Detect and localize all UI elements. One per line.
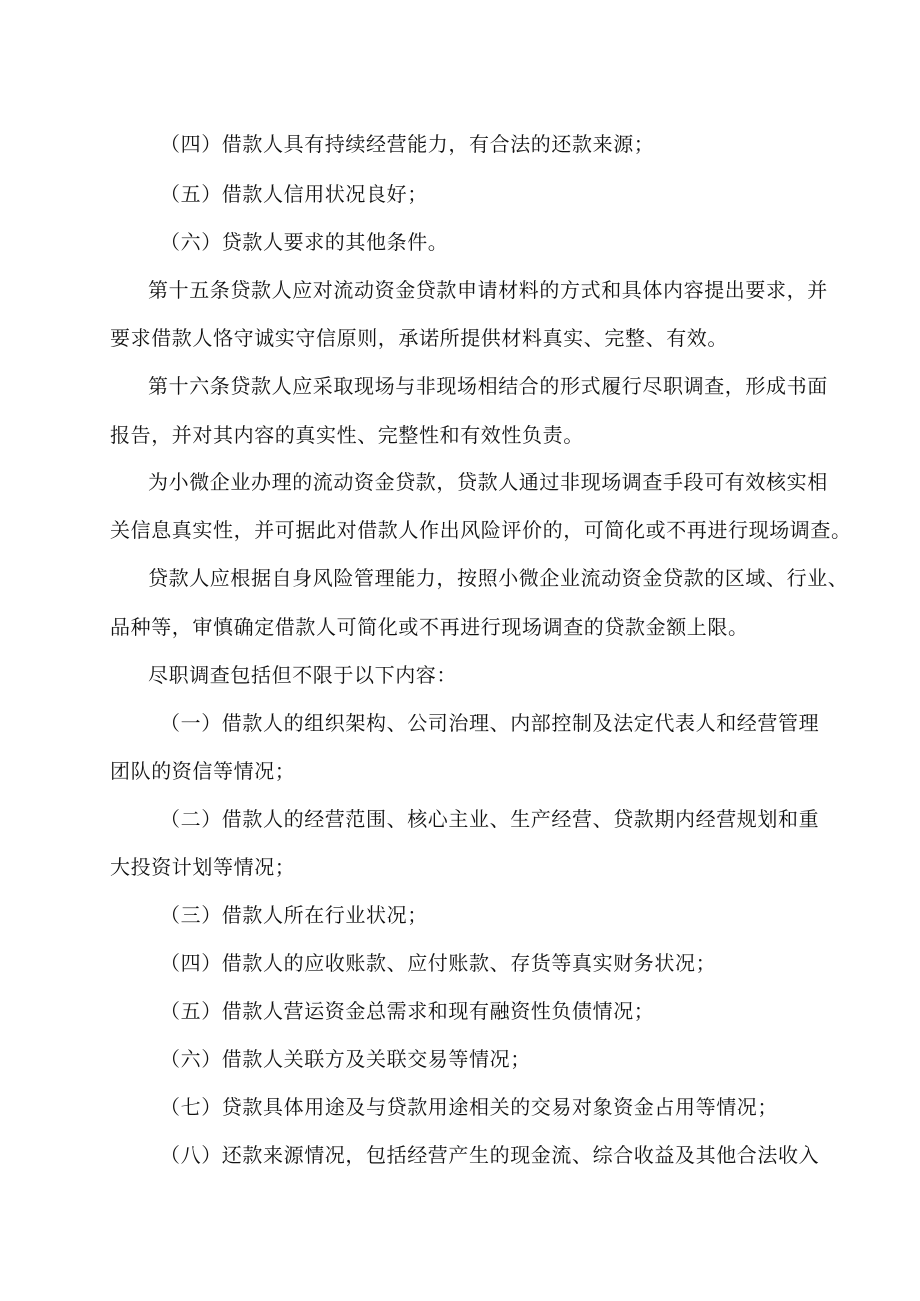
text-line: 关信息真实性，并可据此对借款人作出风险评价的，可简化或不再进行现场调查。 [110,518,852,542]
text-line: （五）借款人营运资金总需求和现有融资性负债情况； [160,999,655,1023]
text-line: （三）借款人所在行业状况； [160,903,428,927]
text-line: 报告，并对其内容的真实性、完整性和有效性负责。 [110,423,584,447]
text-line: （五）借款人信用状况良好； [160,182,428,206]
text-line: （二）借款人的经营范围、核心主业、生产经营、贷款期内经营规划和重 [160,807,820,831]
text-line: 尽职调查包括但不限于以下内容： [148,663,457,687]
text-line: （四）借款人的应收账款、应付账款、存货等真实财务状况； [160,951,717,975]
text-line: 品种等，审慎确定借款人可简化或不再进行现场调查的贷款金额上限。 [110,615,749,639]
text-line: （六）借款人关联方及关联交易等情况； [160,1047,531,1071]
text-line: 贷款人应根据自身风险管理能力，按照小微企业流动资金贷款的区域、行业、 [148,566,849,590]
text-line: （一）借款人的组织架构、公司治理、内部控制及法定代表人和经营管理 [160,711,820,735]
text-line: （八）还款来源情况，包括经营产生的现金流、综合收益及其他合法收入 [160,1143,820,1167]
text-line: （六）贷款人要求的其他条件。 [160,230,449,254]
text-line: 大投资计划等情况； [110,855,296,879]
text-line: （四）借款人具有持续经营能力，有合法的还款来源； [160,132,655,156]
text-line: 团队的资信等情况； [110,759,296,783]
text-line: （七）贷款具体用途及与贷款用途相关的交易对象资金占用等情况； [160,1095,778,1119]
text-line: 要求借款人恪守诚实守信原则，承诺所提供材料真实、完整、有效。 [110,326,728,350]
text-line: 为小微企业办理的流动资金贷款，贷款人通过非现场调查手段可有效核实相 [148,470,828,494]
text-line: 第十五条贷款人应对流动资金贷款申请材料的方式和具体内容提出要求，并 [148,278,828,302]
text-line: 第十六条贷款人应采取现场与非现场相结合的形式履行尽职调查，形成书面 [148,374,828,398]
